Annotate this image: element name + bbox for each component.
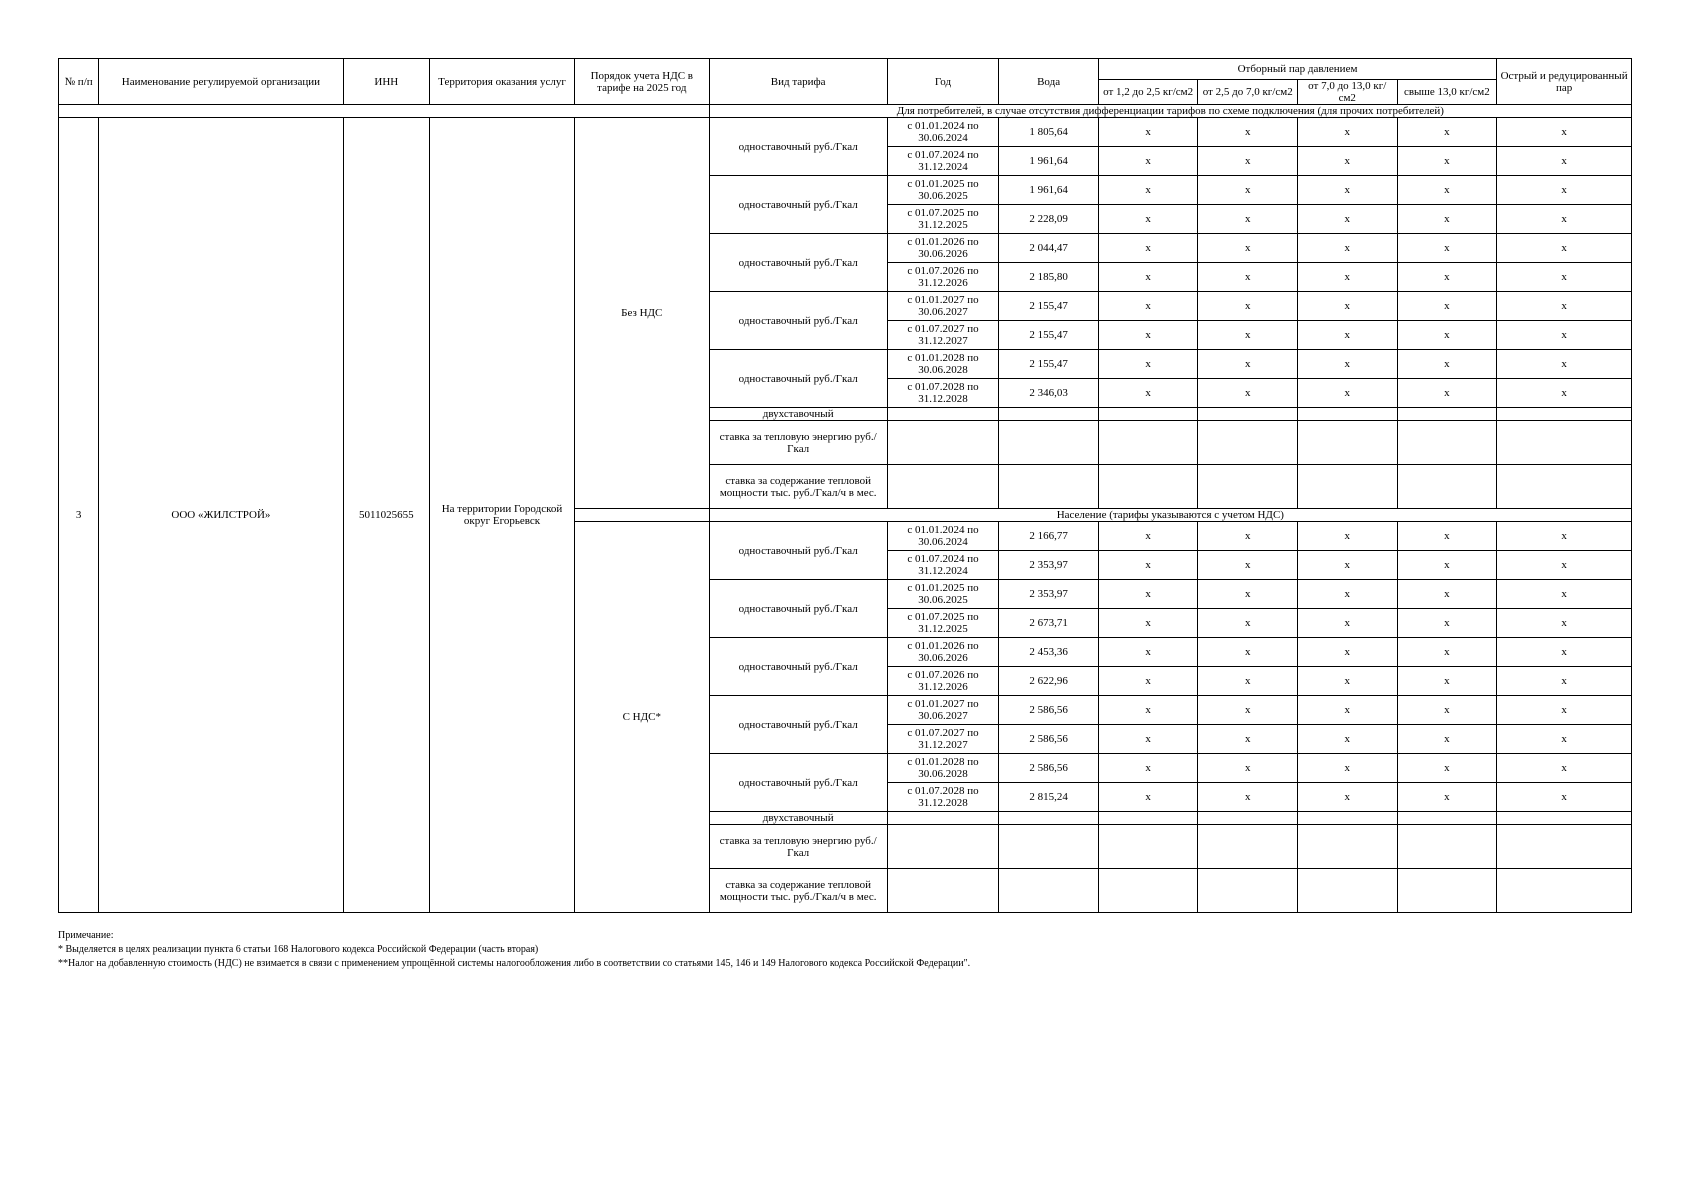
x-mark: x bbox=[1198, 263, 1298, 292]
empty-cell bbox=[1297, 869, 1397, 913]
x-mark: x bbox=[1397, 609, 1497, 638]
empty-cell bbox=[1297, 421, 1397, 465]
empty-cell bbox=[1198, 825, 1298, 869]
x-mark: x bbox=[1297, 580, 1397, 609]
x-mark: x bbox=[1397, 551, 1497, 580]
period-cell: с 01.07.2028 по 31.12.2028 bbox=[887, 379, 999, 408]
water-value: 2 155,47 bbox=[999, 350, 1099, 379]
tariff-type-cell: одноставочный руб./Гкал bbox=[709, 754, 887, 812]
section-banner: Для потребителей, в случае отсутствия дифференциации тарифов по схеме подключения (для прочих потребителей) bbox=[709, 105, 1631, 118]
empty-cell bbox=[887, 421, 999, 465]
empty-cell bbox=[999, 408, 1099, 421]
water-value: 2 353,97 bbox=[999, 551, 1099, 580]
empty-cell bbox=[887, 408, 999, 421]
period-cell: с 01.01.2025 по 30.06.2025 bbox=[887, 580, 999, 609]
x-mark: x bbox=[1497, 234, 1632, 263]
period-cell: с 01.01.2024 по 30.06.2024 bbox=[887, 522, 999, 551]
water-value: 2 453,36 bbox=[999, 638, 1099, 667]
x-mark: x bbox=[1198, 522, 1298, 551]
x-mark: x bbox=[1397, 263, 1497, 292]
x-mark: x bbox=[1397, 205, 1497, 234]
x-mark: x bbox=[1297, 725, 1397, 754]
x-mark: x bbox=[1098, 725, 1198, 754]
x-mark: x bbox=[1397, 321, 1497, 350]
x-mark: x bbox=[1198, 638, 1298, 667]
x-mark: x bbox=[1198, 147, 1298, 176]
period-cell: с 01.01.2026 по 30.06.2026 bbox=[887, 234, 999, 263]
empty-cell bbox=[999, 421, 1099, 465]
x-mark: x bbox=[1198, 350, 1298, 379]
water-value: 2 586,56 bbox=[999, 696, 1099, 725]
x-mark: x bbox=[1098, 176, 1198, 205]
x-mark: x bbox=[1497, 783, 1632, 812]
tariff-body bbox=[59, 105, 1632, 913]
col-vat-order-header: Порядок учета НДС в тарифе на 2025 год bbox=[574, 59, 709, 105]
x-mark: x bbox=[1198, 551, 1298, 580]
period-cell: с 01.01.2025 по 30.06.2025 bbox=[887, 176, 999, 205]
section-spacer bbox=[574, 509, 709, 522]
x-mark: x bbox=[1497, 350, 1632, 379]
period-cell: с 01.01.2026 по 30.06.2026 bbox=[887, 638, 999, 667]
empty-cell bbox=[1297, 408, 1397, 421]
x-mark: x bbox=[1297, 292, 1397, 321]
water-value: 2 185,80 bbox=[999, 263, 1099, 292]
empty-cell bbox=[1497, 812, 1632, 825]
two-rate-label: двухставочный bbox=[709, 812, 887, 825]
col-sharp-steam-header: Острый и редуцированный пар bbox=[1497, 59, 1632, 105]
tariff-type-cell: одноставочный руб./Гкал bbox=[709, 292, 887, 350]
x-mark: x bbox=[1098, 118, 1198, 147]
empty-cell bbox=[1198, 812, 1298, 825]
x-mark: x bbox=[1497, 609, 1632, 638]
water-value: 2 622,96 bbox=[999, 667, 1099, 696]
x-mark: x bbox=[1297, 551, 1397, 580]
empty-cell bbox=[999, 812, 1099, 825]
x-mark: x bbox=[1297, 118, 1397, 147]
empty-cell bbox=[1397, 825, 1497, 869]
energy-rate-label: ставка за тепловую энергию руб./Гкал bbox=[709, 421, 887, 465]
empty-cell bbox=[887, 812, 999, 825]
notes-title: Примечание: bbox=[58, 930, 114, 941]
x-mark: x bbox=[1297, 783, 1397, 812]
x-mark: x bbox=[1397, 292, 1497, 321]
water-value: 1 961,64 bbox=[999, 147, 1099, 176]
x-mark: x bbox=[1497, 205, 1632, 234]
x-mark: x bbox=[1297, 234, 1397, 263]
x-mark: x bbox=[1397, 350, 1497, 379]
x-mark: x bbox=[1497, 551, 1632, 580]
x-mark: x bbox=[1297, 696, 1397, 725]
capacity-rate-label: ставка за содержание тепловой мощности тыс. руб./Гкал/ч в мес. bbox=[709, 869, 887, 913]
col-tariff-type-header: Вид тарифа bbox=[709, 59, 887, 105]
empty-cell bbox=[1497, 825, 1632, 869]
x-mark: x bbox=[1198, 176, 1298, 205]
empty-cell bbox=[887, 465, 999, 509]
two-rate-label: двухставочный bbox=[709, 408, 887, 421]
x-mark: x bbox=[1497, 147, 1632, 176]
empty-cell bbox=[1497, 408, 1632, 421]
empty-cell bbox=[1297, 825, 1397, 869]
x-mark: x bbox=[1297, 205, 1397, 234]
x-mark: x bbox=[1098, 292, 1198, 321]
x-mark: x bbox=[1397, 580, 1497, 609]
period-cell: с 01.07.2026 по 31.12.2026 bbox=[887, 263, 999, 292]
x-mark: x bbox=[1397, 147, 1497, 176]
note-line: **Налог на добавленную стоимость (НДС) не взимается в связи с применением упрощённой системы налогообложения либо в соответствии со статьями 145, 146 и 149 Налогового кодекса Российской Федерации". bbox=[58, 958, 971, 969]
water-value: 2 155,47 bbox=[999, 292, 1099, 321]
period-cell: с 01.07.2024 по 31.12.2024 bbox=[887, 551, 999, 580]
x-mark: x bbox=[1297, 350, 1397, 379]
tariff-type-cell: одноставочный руб./Гкал bbox=[709, 350, 887, 408]
tariff-type-cell: одноставочный руб./Гкал bbox=[709, 234, 887, 292]
water-value: 2 586,56 bbox=[999, 725, 1099, 754]
x-mark: x bbox=[1098, 379, 1198, 408]
water-value: 2 586,56 bbox=[999, 754, 1099, 783]
period-cell: с 01.01.2027 по 30.06.2027 bbox=[887, 696, 999, 725]
x-mark: x bbox=[1098, 609, 1198, 638]
col-year-header: Год bbox=[887, 59, 999, 105]
x-mark: x bbox=[1497, 580, 1632, 609]
x-mark: x bbox=[1098, 696, 1198, 725]
section-banner: Население (тарифы указываются с учетом НДС) bbox=[709, 509, 1631, 522]
empty-cell bbox=[1098, 421, 1198, 465]
x-mark: x bbox=[1497, 754, 1632, 783]
note-line: * Выделяется в целях реализации пункта 6 статьи 168 Налогового кодекса Российской Федерации (часть вторая) bbox=[58, 944, 539, 955]
x-mark: x bbox=[1198, 379, 1298, 408]
col-steam-1-header: от 1,2 до 2,5 кг/см2 bbox=[1098, 80, 1198, 105]
tariff-type-cell: одноставочный руб./Гкал bbox=[709, 522, 887, 580]
x-mark: x bbox=[1198, 783, 1298, 812]
x-mark: x bbox=[1497, 263, 1632, 292]
x-mark: x bbox=[1297, 754, 1397, 783]
tariff-table bbox=[58, 58, 1632, 913]
period-cell: с 01.07.2024 по 31.12.2024 bbox=[887, 147, 999, 176]
x-mark: x bbox=[1397, 754, 1497, 783]
energy-rate-label: ставка за тепловую энергию руб./Гкал bbox=[709, 825, 887, 869]
empty-cell bbox=[1198, 869, 1298, 913]
period-cell: с 01.07.2027 по 31.12.2027 bbox=[887, 321, 999, 350]
x-mark: x bbox=[1297, 147, 1397, 176]
col-num-header: № п/п bbox=[59, 59, 99, 105]
water-value: 2 673,71 bbox=[999, 609, 1099, 638]
x-mark: x bbox=[1297, 176, 1397, 205]
x-mark: x bbox=[1198, 580, 1298, 609]
org-name: ООО «ЖИЛСТРОЙ» bbox=[99, 118, 343, 913]
org-territory: На территории Городской округ Егорьевск bbox=[430, 118, 575, 913]
vat-order-cell: С НДС* bbox=[574, 522, 709, 913]
x-mark: x bbox=[1397, 234, 1497, 263]
x-mark: x bbox=[1497, 725, 1632, 754]
x-mark: x bbox=[1297, 609, 1397, 638]
empty-cell bbox=[1098, 825, 1198, 869]
x-mark: x bbox=[1497, 638, 1632, 667]
empty-cell bbox=[1397, 408, 1497, 421]
tariff-type-cell: одноставочный руб./Гкал bbox=[709, 696, 887, 754]
x-mark: x bbox=[1198, 205, 1298, 234]
empty-cell bbox=[887, 825, 999, 869]
period-cell: с 01.07.2026 по 31.12.2026 bbox=[887, 667, 999, 696]
empty-cell bbox=[1297, 812, 1397, 825]
water-value: 2 228,09 bbox=[999, 205, 1099, 234]
water-value: 2 815,24 bbox=[999, 783, 1099, 812]
water-value: 2 044,47 bbox=[999, 234, 1099, 263]
x-mark: x bbox=[1397, 696, 1497, 725]
period-cell: с 01.01.2028 по 30.06.2028 bbox=[887, 754, 999, 783]
notes bbox=[58, 929, 1632, 971]
col-steam-3-header: от 7,0 до 13,0 кг/см2 bbox=[1297, 80, 1397, 105]
x-mark: x bbox=[1198, 667, 1298, 696]
x-mark: x bbox=[1297, 667, 1397, 696]
x-mark: x bbox=[1397, 725, 1497, 754]
x-mark: x bbox=[1098, 667, 1198, 696]
empty-cell bbox=[1497, 465, 1632, 509]
period-cell: с 01.07.2027 по 31.12.2027 bbox=[887, 725, 999, 754]
x-mark: x bbox=[1198, 609, 1298, 638]
x-mark: x bbox=[1497, 696, 1632, 725]
tariff-sheet bbox=[58, 58, 1632, 971]
vat-order-cell: Без НДС bbox=[574, 118, 709, 509]
x-mark: x bbox=[1497, 292, 1632, 321]
col-steam-4-header: свыше 13,0 кг/см2 bbox=[1397, 80, 1497, 105]
x-mark: x bbox=[1497, 176, 1632, 205]
empty-cell bbox=[1497, 421, 1632, 465]
period-cell: с 01.07.2025 по 31.12.2025 bbox=[887, 609, 999, 638]
x-mark: x bbox=[1098, 754, 1198, 783]
tariff-type-cell: одноставочный руб./Гкал bbox=[709, 118, 887, 176]
empty-cell bbox=[1098, 869, 1198, 913]
empty-cell bbox=[1098, 812, 1198, 825]
x-mark: x bbox=[1497, 321, 1632, 350]
col-inn-header: ИНН bbox=[343, 59, 429, 105]
x-mark: x bbox=[1497, 118, 1632, 147]
section-spacer bbox=[59, 105, 710, 118]
org-number: 3 bbox=[59, 118, 99, 913]
col-steam-group-header: Отборный пар давлением bbox=[1098, 59, 1496, 80]
empty-cell bbox=[887, 869, 999, 913]
x-mark: x bbox=[1297, 263, 1397, 292]
col-org-header: Наименование регулируемой организации bbox=[99, 59, 343, 105]
x-mark: x bbox=[1497, 379, 1632, 408]
x-mark: x bbox=[1198, 118, 1298, 147]
x-mark: x bbox=[1198, 234, 1298, 263]
x-mark: x bbox=[1397, 379, 1497, 408]
x-mark: x bbox=[1098, 638, 1198, 667]
col-steam-2-header: от 2,5 до 7,0 кг/см2 bbox=[1198, 80, 1298, 105]
tariff-type-cell: одноставочный руб./Гкал bbox=[709, 176, 887, 234]
empty-cell bbox=[1397, 465, 1497, 509]
water-value: 1 961,64 bbox=[999, 176, 1099, 205]
x-mark: x bbox=[1297, 379, 1397, 408]
period-cell: с 01.01.2028 по 30.06.2028 bbox=[887, 350, 999, 379]
empty-cell bbox=[1397, 421, 1497, 465]
x-mark: x bbox=[1397, 667, 1497, 696]
capacity-rate-label: ставка за содержание тепловой мощности тыс. руб./Гкал/ч в мес. bbox=[709, 465, 887, 509]
period-cell: с 01.07.2025 по 31.12.2025 bbox=[887, 205, 999, 234]
x-mark: x bbox=[1397, 118, 1497, 147]
x-mark: x bbox=[1497, 667, 1632, 696]
empty-cell bbox=[1297, 465, 1397, 509]
empty-cell bbox=[999, 465, 1099, 509]
x-mark: x bbox=[1098, 147, 1198, 176]
x-mark: x bbox=[1098, 263, 1198, 292]
x-mark: x bbox=[1297, 522, 1397, 551]
empty-cell bbox=[1198, 465, 1298, 509]
org-inn: 5011025655 bbox=[343, 118, 429, 913]
empty-cell bbox=[1198, 421, 1298, 465]
x-mark: x bbox=[1397, 176, 1497, 205]
empty-cell bbox=[1497, 869, 1632, 913]
empty-cell bbox=[999, 825, 1099, 869]
x-mark: x bbox=[1497, 522, 1632, 551]
empty-cell bbox=[1397, 869, 1497, 913]
x-mark: x bbox=[1198, 754, 1298, 783]
x-mark: x bbox=[1098, 321, 1198, 350]
empty-cell bbox=[1397, 812, 1497, 825]
x-mark: x bbox=[1098, 522, 1198, 551]
x-mark: x bbox=[1198, 292, 1298, 321]
x-mark: x bbox=[1098, 580, 1198, 609]
x-mark: x bbox=[1397, 783, 1497, 812]
period-cell: с 01.01.2024 по 30.06.2024 bbox=[887, 118, 999, 147]
water-value: 2 353,97 bbox=[999, 580, 1099, 609]
col-water-header: Вода bbox=[999, 59, 1099, 105]
x-mark: x bbox=[1198, 725, 1298, 754]
water-value: 2 155,47 bbox=[999, 321, 1099, 350]
empty-cell bbox=[1198, 408, 1298, 421]
x-mark: x bbox=[1098, 234, 1198, 263]
tariff-type-cell: одноставочный руб./Гкал bbox=[709, 638, 887, 696]
x-mark: x bbox=[1098, 551, 1198, 580]
x-mark: x bbox=[1397, 638, 1497, 667]
empty-cell bbox=[999, 869, 1099, 913]
water-value: 2 166,77 bbox=[999, 522, 1099, 551]
x-mark: x bbox=[1098, 783, 1198, 812]
x-mark: x bbox=[1198, 321, 1298, 350]
water-value: 1 805,64 bbox=[999, 118, 1099, 147]
water-value: 2 346,03 bbox=[999, 379, 1099, 408]
period-cell: с 01.01.2027 по 30.06.2027 bbox=[887, 292, 999, 321]
x-mark: x bbox=[1098, 350, 1198, 379]
period-cell: с 01.07.2028 по 31.12.2028 bbox=[887, 783, 999, 812]
empty-cell bbox=[1098, 408, 1198, 421]
x-mark: x bbox=[1297, 638, 1397, 667]
x-mark: x bbox=[1297, 321, 1397, 350]
col-territory-header: Территория оказания услуг bbox=[430, 59, 575, 105]
x-mark: x bbox=[1397, 522, 1497, 551]
empty-cell bbox=[1098, 465, 1198, 509]
x-mark: x bbox=[1098, 205, 1198, 234]
x-mark: x bbox=[1198, 696, 1298, 725]
tariff-type-cell: одноставочный руб./Гкал bbox=[709, 580, 887, 638]
